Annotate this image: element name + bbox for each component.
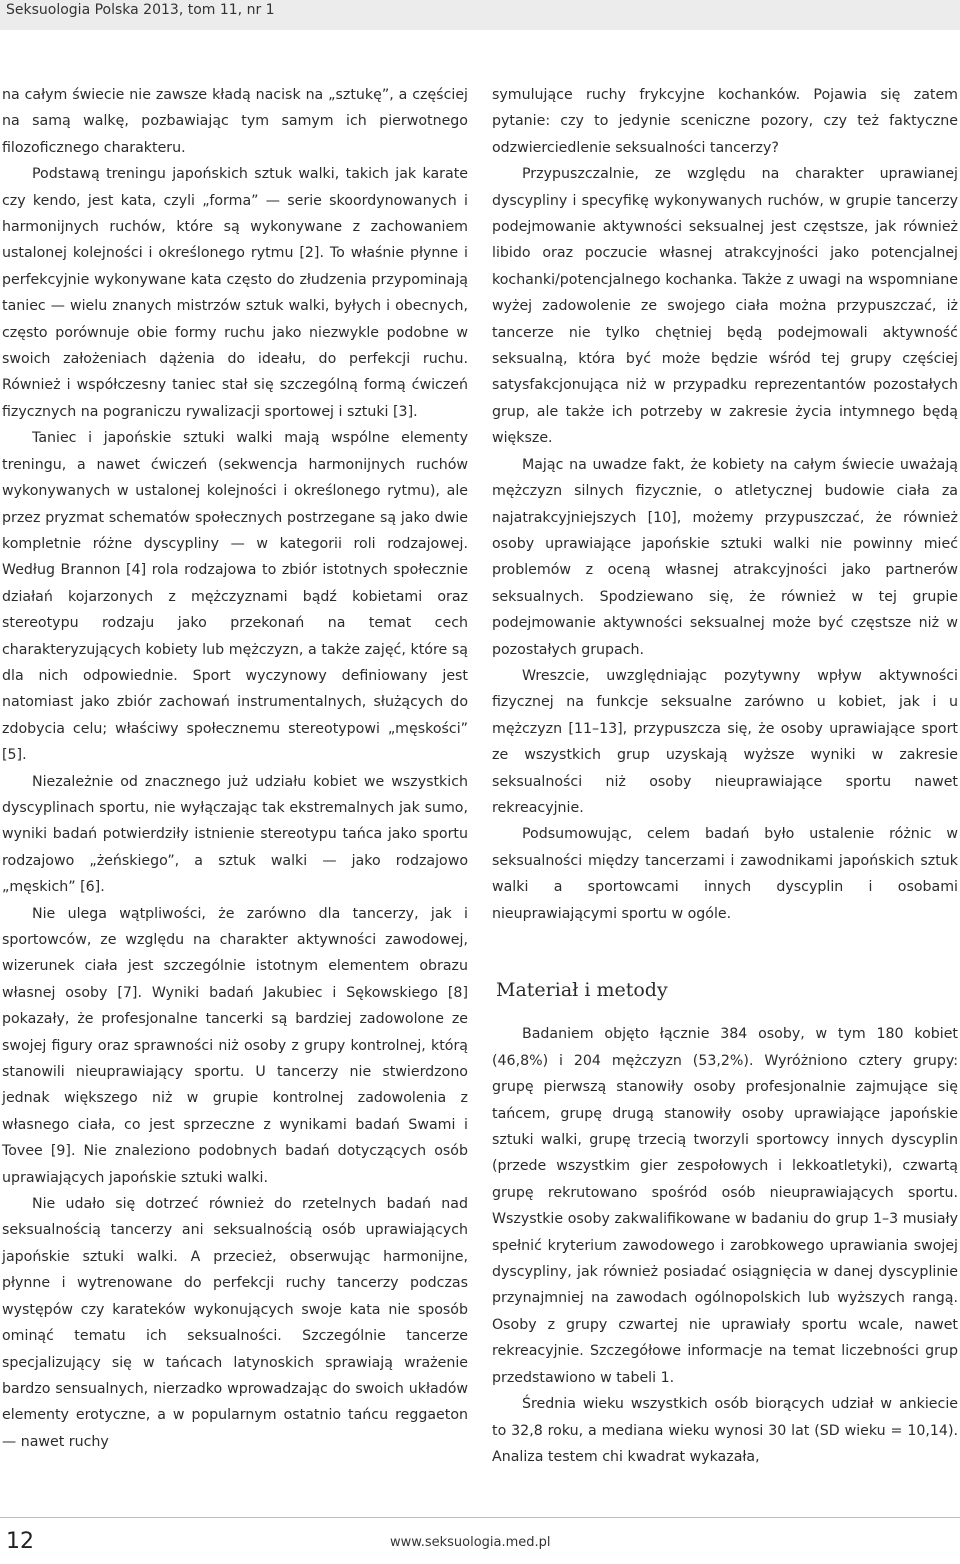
paragraph: Przypuszczalnie, ze względu na charakter uprawianej dyscypliny i specyfikę wykonywanych ruchów, w grupie tancerzy podejmowanie aktywności seksualnej jest częstsze, jak również libido oraz poczucie własnej atrakcyjności jako potencjalnej kochanki/potencjalnego kochanka. Także z uwagi na wspomniane wyżej zadowolenie ze swojego ciała można przypuszczać, iż tancerze nie tylko chętniej będą podejmowali aktywność seksualną, która być może będzie wśród tej grupy częściej satysfakcjonująca niż w przypadku reprezentantów pozostałych grup, ale także ich potrzeby w zakresie życia intymnego będą większe. bbox=[492, 166, 958, 447]
journal-header: Seksuologia Polska 2013, tom 11, nr 1 bbox=[0, 0, 960, 30]
paragraph: Średnia wieku wszystkich osób biorących udział w ankiecie to 32,8 roku, a mediana wieku wynosi 30 lat (SD wieku = 10,14). Analiza testem chi kwadrat wykazała, bbox=[492, 1396, 958, 1465]
paragraph: Podsumowując, celem badań było ustalenie różnic w seksualności między tancerzami i zawodnikami japońskich sztuk walki a sportowcami innych dyscyplin i osobami nieuprawiającymi sportu w ogóle. bbox=[492, 826, 958, 922]
paragraph: Taniec i japońskie sztuki walki mają wspólne elementy treningu, a nawet ćwiczeń (sekwencja harmonijnych ruchów wykonywanych w ustalonej kolejności i określonego rytmu), ale przez pryzmat schematów społecznych postrzegane są jako dwie kompletnie różne dyscypliny — w kategorii roli rodzajowej. Według Brannon [4] rola rodzajowa to zbiór istotnych społecznie działań kojarzonych z mężczyznami bądź kobietami oraz stereotypu rodzaju jako przekonań na temat cech charakteryzujących kobiety lub mężczyzn, a także zajęć, które są dla nich odpowiednie. Sport wyczynowy definiowany jest natomiast jako zbiór zachowań instrumentalnych, służących do zdobycia celu; właściwy społecznemu stereotypowi „męskości” [5]. bbox=[2, 430, 468, 764]
footer-divider bbox=[0, 1517, 960, 1518]
paragraph: Niezależnie od znacznego już udziału kobiet we wszystkich dyscyplinach sportu, nie wyłączając tak ekstremalnych jak sumo, wyniki badań potwierdziły istnienie stereotypu tańca jako sportu rodzajowo „żeńskiego”, a sztuk walki — jako rodzajowo „męskich” [6]. bbox=[2, 773, 468, 896]
left-column bbox=[2, 82, 468, 1455]
footer-url[interactable]: www.seksuologia.med.pl bbox=[390, 1535, 551, 1550]
paragraph: Podstawą treningu japońskich sztuk walki, takich jak karate czy kendo, jest kata, czyli „forma” — serie skoordynowanych i harmonijnych ruchów, które są wykonywane z zachowaniem ustalonej kolejności i określonego rytmu [2]. To właśnie płynne i perfekcyjnie wykonywane kata często do złudzenia przypominają taniec — wielu znanych mistrzów sztuk walki, byłych i obecnych, często porównuje obie formy ruchu jako niezwykle podobne w swoich założeniach dążenia do ideału, do perfekcji ruchu. Również i współczesny taniec stał się szczególną formą ćwiczeń fizycznych na pograniczu rywalizacji sportowej i sztuki [3]. bbox=[2, 166, 468, 420]
page-number: 12 bbox=[6, 1529, 34, 1554]
right-column bbox=[492, 82, 958, 1470]
paragraph: na całym świecie nie zawsze kładą nacisk na „sztukę”, a częściej na samą walkę, pozbawiając tym samym ich pierwotnego filozoficznego charakteru. bbox=[2, 87, 468, 156]
paragraph: Nie udało się dotrzeć również do rzetelnych badań nad seksualnością tancerzy ani seksualnością osób uprawiających japońskie sztuki walki. A przecież, obserwując harmonijne, płynne i wytrenowane do perfekcji ruchy tancerzy podczas występów czy karateków wykonujących swoje kata nie sposób ominąć tematu ich seksualności. Szczególnie tancerze specjalizujący się w tańcach latynoskich sprawiają wrażenie bardzo sensualnych, nierzadko wprowadzając do swoich układów elementy erotyczne, a w popularnym ostatnio tańcu reggaeton — nawet ruchy bbox=[2, 1196, 468, 1450]
paragraph: symulujące ruchy frykcyjne kochanków. Pojawia się zatem pytanie: czy to jedynie sceniczne pozory, czy też faktyczne odzwierciedlenie seksualności tancerzy? bbox=[492, 87, 958, 156]
section-heading: Materiał i metody bbox=[496, 979, 668, 1001]
paragraph: Mając na uwadze fakt, że kobiety na całym świecie uważają mężczyzn silnych fizycznie, o atletycznej budowie ciała za najatrakcyjniejszych [10], możemy przypuszczać, że również osoby uprawiające japońskie sztuki walki nie powinny mieć problemów z oceną własnej atrakcyjności jako partnerów seksualnych. Spodziewano się, że również w tej grupie podejmowanie aktywności seksualnej może być częstsze niż w pozostałych grupach. bbox=[492, 456, 958, 658]
paragraph: Badaniem objęto łącznie 384 osoby, w tym 180 kobiet (46,8%) i 204 mężczyzn (53,2%). Wyróżniono cztery grupy: grupę pierwszą stanowiły osoby profesjonalnie zajmujące się tańcem, grupę drugą stanowiły osoby uprawiające japońskie sztuki walki, grupę trzecią tworzyli sportowcy innych dyscyplin (przede wszystkim gier zespołowych i lekkoatletyki), czwartą grupę rekrutowano spośród osób nieuprawiających sportu. Wszystkie osoby zakwalifikowane w badaniu do grup 1–3 musiały spełnić kryterium zawodowego i zarobkowego uprawiania swojej dyscypliny, jak również posiadać osiągnięcia w danej dyscyplinie przynajmniej na zawodach ogólnopolskich lub wyższych rangą. Osoby z grupy czwartej nie uprawiały sportu wcale, nawet rekreacyjnie. Szczegółowe informacje na temat liczebności grup przedstawiono w tabeli 1. bbox=[492, 1026, 958, 1386]
paragraph: Nie ulega wątpliwości, że zarówno dla tancerzy, jak i sportowców, ze względu na charakter aktywności zawodowej, wizerunek ciała jest szczególnie istotnym elementem obrazu własnej osoby [7]. Wyniki badań Jakubiec i Sękowskiego [8] pokazały, że profesjonalne tancerki są bardziej zadowolone ze swojej figury oraz sprawności niż osoby z grupy kontrolnej, którą stanowili nieuprawiający sportu. U tancerzy nie stwierdzono jednak większego niż w grupie kontrolnej zadowolenia z własnego ciała, co jest sprzeczne z wynikami badań Swami i Tovee [9]. Nie znaleziono podobnych badań dotyczących osób uprawiających japońskie sztuki walki. bbox=[2, 905, 468, 1186]
paragraph: Wreszcie, uwzględniając pozytywny wpływ aktywności fizycznej na funkcje seksualne zarówno u kobiet, jak i u mężczyzn [11–13], przypuszcza się, że osoby uprawiające sport ze wszystkich grup uzyskają wyższe wyniki w zakresie seksualności niż osoby nieuprawiające sportu nawet rekreacyjnie. bbox=[492, 667, 958, 816]
